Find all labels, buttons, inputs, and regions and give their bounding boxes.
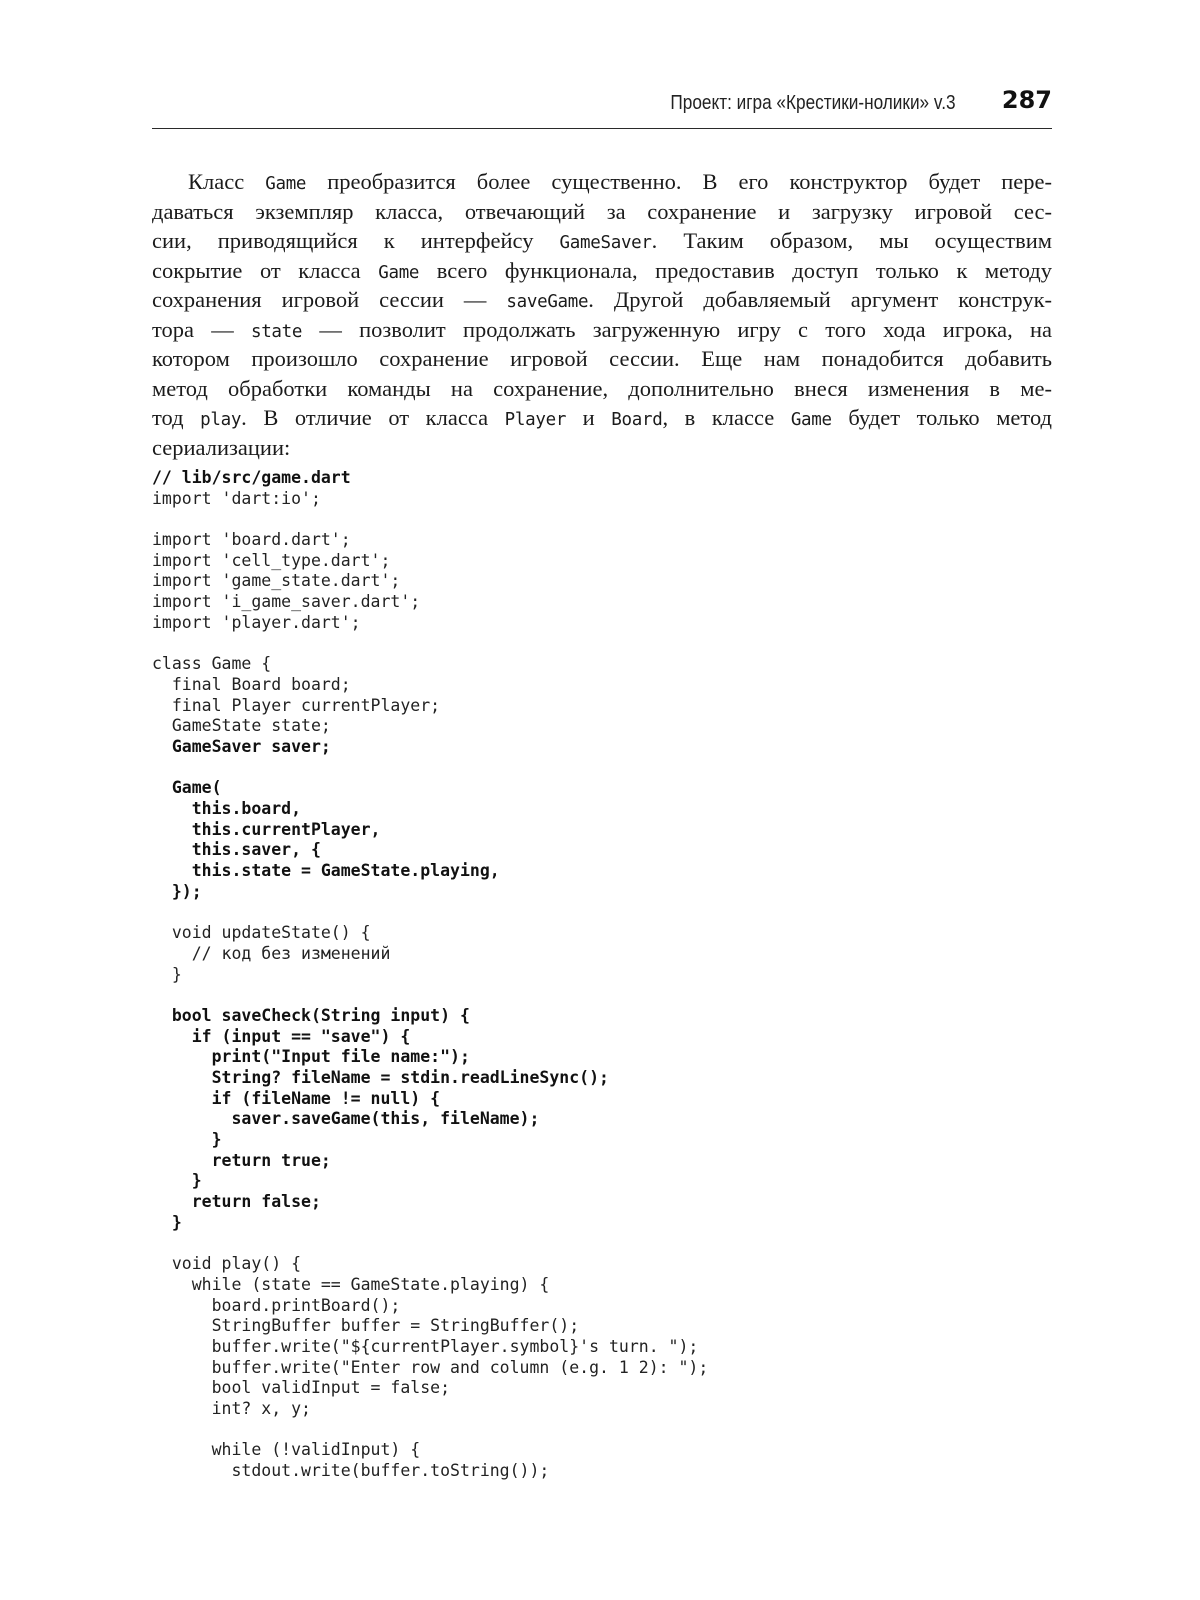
inline-code: Game (790, 410, 832, 430)
text-run: даваться экземпляр класса, отвечающий за сохранение и загрузку игровой сес- (152, 198, 1052, 224)
inline-code: Board (611, 410, 663, 430)
text-run: Класс (188, 169, 266, 194)
code-line: buffer.write("${currentPlayer.symbol}'s turn. "); (152, 1336, 699, 1356)
code-line: void play() { (152, 1254, 302, 1274)
code-line: GameSaver saver; (152, 736, 331, 756)
text-run: сериализации: (152, 434, 291, 460)
text-run: сии, приводящийся к интерфейсу (152, 228, 560, 253)
code-line: this.saver, { (152, 840, 321, 860)
code-line: return false; (152, 1192, 321, 1212)
running-header (152, 84, 1052, 129)
code-line: this.state = GameState.playing, (152, 861, 500, 881)
paragraph-line (152, 167, 1052, 197)
header-title: Проект: игра «Крестики-нолики» v.3 (670, 92, 956, 114)
inline-code: Game (265, 174, 307, 194)
paragraph-line (152, 285, 1052, 315)
paragraph-line (152, 403, 1052, 433)
text-run: , в классе (662, 405, 791, 430)
code-line: import 'dart:io'; (152, 488, 321, 508)
code-line: int? x, y; (152, 1398, 311, 1418)
body-paragraph (152, 167, 1052, 462)
text-run: метод обработки команды на сохранение, дополнительно внеся изменения в ме- (152, 375, 1052, 401)
code-line: while (!validInput) { (152, 1440, 421, 1460)
code-line: print("Input file name:"); (152, 1047, 470, 1067)
text-run: сокрытие от класса (152, 257, 379, 283)
paragraph-line (152, 433, 1052, 463)
code-line (152, 1233, 1052, 1254)
code-line (152, 902, 1052, 923)
code-line: final Player currentPlayer; (152, 695, 441, 715)
paragraph-line (152, 226, 1052, 256)
paragraph-line (152, 256, 1052, 286)
code-line: // lib/src/game.dart (152, 468, 351, 487)
text-run: будет только метод (831, 405, 1053, 430)
paragraph-line (152, 197, 1052, 227)
code-line: if (fileName != null) { (152, 1088, 441, 1108)
text-run: тод (152, 405, 201, 430)
code-line: this.currentPlayer, (152, 819, 381, 839)
text-run: и (566, 405, 612, 430)
paragraph-line (152, 315, 1052, 345)
code-line: } (152, 1130, 222, 1149)
code-line: while (state == GameState.playing) { (152, 1274, 550, 1294)
code-line: String? fileName = stdin.readLineSync(); (152, 1067, 609, 1087)
code-line: GameState state; (152, 716, 331, 736)
code-line (152, 985, 1052, 1006)
text-run: преобразится более существенно. В его конструктор будет пере- (306, 169, 1052, 194)
text-run: котором произошло сохранение игровой сессии. Еще нам понадобится добавить (152, 346, 1052, 371)
inline-code: play (200, 410, 242, 430)
code-line: if (input == "save") { (152, 1026, 411, 1046)
code-line: } (152, 964, 182, 984)
code-line (152, 509, 1052, 530)
code-line: import 'i_game_saver.dart'; (152, 592, 421, 612)
code-line: class Game { (152, 654, 272, 674)
code-line: import 'player.dart'; (152, 612, 361, 632)
code-line: Game( (152, 778, 222, 798)
code-line: final Board board; (152, 674, 351, 694)
code-line: StringBuffer buffer = StringBuffer(); (152, 1316, 580, 1336)
text-run: тора — (152, 316, 251, 342)
text-run: всего функционала, предоставив доступ только к методу (419, 257, 1052, 283)
code-line (152, 1420, 1052, 1441)
inline-code: GameSaver (559, 233, 652, 253)
code-line: bool validInput = false; (152, 1378, 451, 1398)
code-line: } (152, 1171, 202, 1191)
code-line: bool saveCheck(String input) { (152, 1005, 470, 1025)
inline-code: Player (504, 410, 567, 430)
text-run: . Таким образом, мы осуществим (651, 228, 1052, 253)
code-line: return true; (152, 1150, 331, 1170)
code-line: import 'cell_type.dart'; (152, 550, 391, 570)
code-line: void updateState() { (152, 923, 371, 943)
inline-code: Game (378, 262, 420, 283)
paragraph-line (152, 374, 1052, 404)
text-run: . В отличие от класса (241, 405, 505, 430)
page-number: 287 (1001, 86, 1052, 114)
code-listing (152, 468, 1052, 1482)
code-line: buffer.write("Enter row and column (e.g. 1 2): "); (152, 1357, 709, 1377)
code-line: // код без изменений (152, 943, 391, 963)
text-run: сохранения игровой сессии — (152, 287, 507, 312)
inline-code: state (250, 321, 303, 342)
code-line (152, 758, 1052, 779)
text-run: — позволит продолжать загруженную игру с того хода игрока, на (302, 316, 1052, 342)
code-line: board.printBoard(); (152, 1295, 401, 1315)
code-line (152, 634, 1052, 655)
inline-code: saveGame (506, 292, 589, 312)
paragraph-line (152, 344, 1052, 374)
code-line: this.board, (152, 799, 302, 818)
code-line: }); (152, 881, 202, 901)
code-line: } (152, 1212, 182, 1232)
text-run: . Другой добавляемый аргумент конструк- (588, 287, 1052, 312)
code-line: import 'game_state.dart'; (152, 571, 401, 591)
code-line: saver.saveGame(this, fileName); (152, 1109, 540, 1129)
code-line: stdout.write(buffer.toString()); (152, 1461, 550, 1480)
code-line: import 'board.dart'; (152, 530, 351, 550)
